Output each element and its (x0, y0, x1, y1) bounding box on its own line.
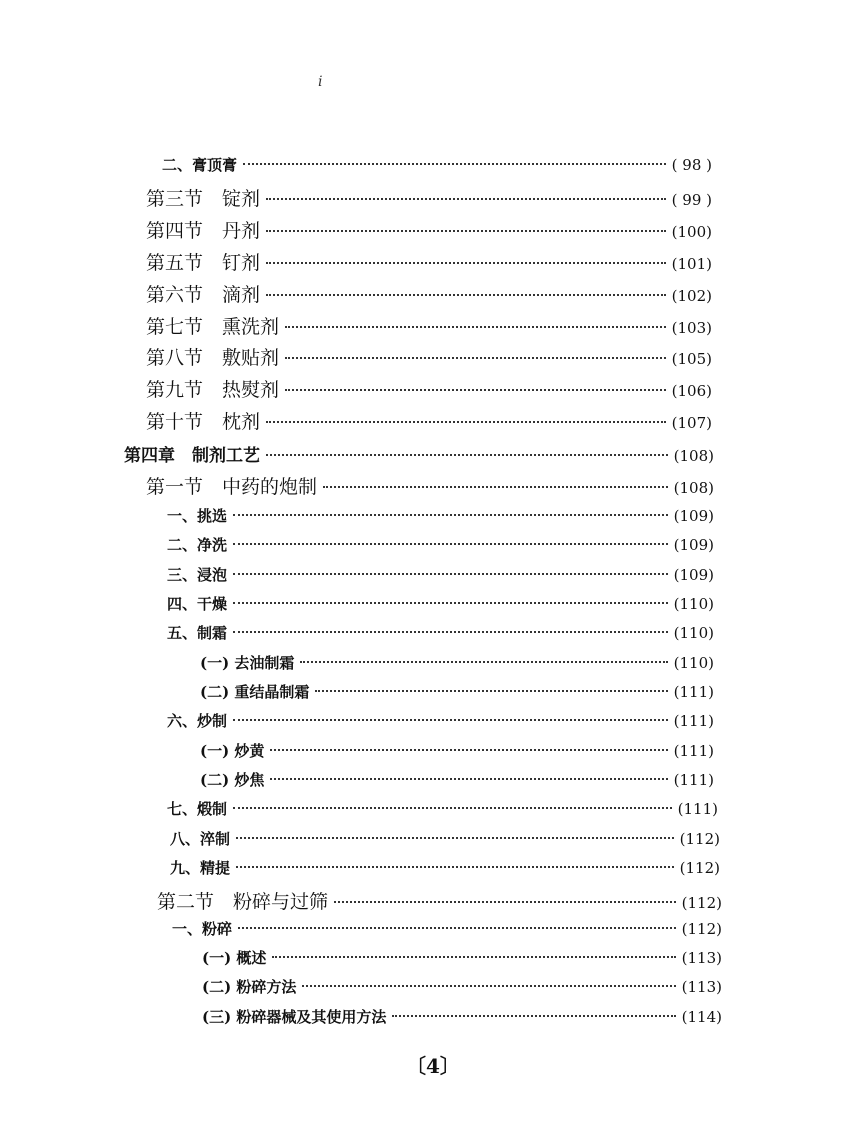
toc-entry[interactable] (200, 681, 714, 702)
toc-entry-title: 二、膏顶膏 (162, 156, 238, 174)
dot-leader (233, 602, 668, 604)
toc-entry-title: 第八节 敷贴剂 (146, 347, 280, 369)
toc-entry-page: (100) (671, 223, 712, 241)
dot-leader (302, 985, 675, 987)
dot-leader (266, 262, 666, 264)
dot-leader (323, 486, 668, 488)
dot-leader (270, 749, 667, 751)
toc-entry-page: ( 98 ) (671, 156, 712, 174)
toc-entry[interactable] (167, 564, 714, 585)
toc-entry[interactable] (146, 216, 712, 243)
toc-entry-title: 第九节 热熨剂 (146, 379, 280, 401)
toc-entry-title: (二) 炒焦 (200, 771, 265, 789)
toc-entry-title: 第五节 钉剂 (146, 252, 261, 274)
toc-entry-title: 第七节 熏洗剂 (146, 316, 280, 338)
toc-entry-page: (111) (673, 712, 714, 730)
dot-leader (285, 326, 666, 328)
toc-entry[interactable] (170, 828, 720, 849)
toc-entry[interactable] (146, 407, 712, 434)
dot-leader (236, 866, 674, 868)
dot-leader (233, 631, 668, 633)
toc-entry[interactable] (172, 918, 722, 939)
dot-leader (270, 778, 667, 780)
dot-leader (266, 421, 666, 423)
page-number: 〔4〕 (406, 1054, 460, 1078)
dot-leader (300, 661, 667, 663)
toc-entry-page: (101) (671, 255, 712, 273)
toc-entry-page: (112) (681, 894, 722, 912)
toc-entry-page: (106) (671, 382, 712, 400)
dot-leader (266, 294, 666, 296)
toc-entry[interactable] (167, 710, 714, 731)
toc-entry-page: (105) (671, 350, 712, 368)
toc-entry[interactable] (157, 887, 722, 914)
toc-entry[interactable] (146, 248, 712, 275)
dot-leader (266, 454, 668, 456)
dot-leader (272, 956, 675, 958)
toc-entry-title: 第三节 锭剂 (146, 188, 261, 210)
toc-entry-page: (111) (673, 771, 714, 789)
dot-leader (233, 543, 668, 545)
toc-entry-page: (112) (679, 859, 720, 877)
dot-leader (233, 807, 672, 809)
toc-entry-page: (113) (681, 978, 722, 996)
toc-entry-title: 九、精提 (170, 859, 231, 877)
toc-entry-page: (111) (673, 683, 714, 701)
toc-entry-page: (108) (673, 479, 714, 497)
dot-leader (233, 573, 668, 575)
toc-entry-title: 第四章 制剂工艺 (124, 446, 260, 466)
toc-entry-page: (114) (681, 1008, 722, 1026)
toc-entry-title: (一) 炒黄 (200, 742, 265, 760)
dot-leader (315, 690, 667, 692)
toc-entry-title: (一) 概述 (202, 949, 267, 967)
toc-entry-title: 第一节 中药的炮制 (146, 476, 318, 498)
toc-entry-page: ( 99 ) (671, 191, 712, 209)
toc-entry-title: 五、制霜 (167, 624, 228, 642)
toc-entry-page: (109) (673, 566, 714, 584)
dot-leader (334, 901, 676, 903)
toc-entry[interactable] (146, 343, 712, 370)
toc-entry-title: 第十节 枕剂 (146, 411, 261, 433)
toc-entry-page: (110) (673, 654, 714, 672)
dot-leader (233, 514, 668, 516)
toc-entry-title: (二) 重结晶制霜 (200, 683, 310, 701)
toc-entry[interactable] (146, 472, 714, 499)
toc-entry-title: 三、浸泡 (167, 566, 228, 584)
toc-entry-title: 一、粉碎 (172, 920, 233, 938)
toc-entry[interactable] (200, 769, 714, 790)
toc-entry-page: (111) (677, 800, 718, 818)
toc-entry-page: (108) (673, 447, 714, 465)
toc-entry-title: 二、净洗 (167, 536, 228, 554)
toc-entry-page: (111) (673, 742, 714, 760)
toc-entry-title: 第二节 粉碎与过筛 (157, 891, 329, 913)
toc-entry[interactable] (202, 976, 722, 997)
toc-entry[interactable] (202, 947, 722, 968)
toc-entry-page: (109) (673, 507, 714, 525)
toc-entry-page: (109) (673, 536, 714, 554)
toc-entry[interactable] (162, 154, 712, 175)
toc-entry[interactable] (146, 312, 712, 339)
toc-entry-title: (三) 粉碎器械及其使用方法 (202, 1008, 387, 1026)
toc-entry[interactable] (146, 375, 712, 402)
toc-entry-title: 八、淬制 (170, 830, 231, 848)
toc-entry[interactable] (167, 622, 714, 643)
toc-entry-title: (一) 去油制霜 (200, 654, 295, 672)
toc-entry[interactable] (167, 505, 714, 526)
toc-entry-title: 四、干燥 (167, 595, 228, 613)
toc-entry[interactable] (167, 534, 714, 555)
toc-entry-page: (113) (681, 949, 722, 967)
toc-entry-page: (110) (673, 595, 714, 613)
toc-entry[interactable] (167, 798, 718, 819)
toc-entry-title: 第六节 滴剂 (146, 284, 261, 306)
toc-entry-page: (112) (681, 920, 722, 938)
toc-entry[interactable] (200, 652, 714, 673)
toc-entry[interactable] (170, 857, 720, 878)
dot-leader (392, 1015, 675, 1017)
dot-leader (266, 230, 666, 232)
dot-leader (236, 837, 674, 839)
toc-entry[interactable] (167, 593, 714, 614)
dot-leader (233, 719, 668, 721)
toc-entry-title: (二) 粉碎方法 (202, 978, 297, 996)
dot-leader (285, 389, 666, 391)
toc-entry-page: (110) (673, 624, 714, 642)
toc-entry-title: 第四节 丹剂 (146, 220, 261, 242)
toc-entry-title: 七、煅制 (167, 800, 228, 818)
page-mark: i (318, 74, 323, 90)
toc-entry-page: (112) (679, 830, 720, 848)
toc-entry[interactable] (200, 740, 714, 761)
dot-leader (285, 357, 666, 359)
toc-entry[interactable] (202, 1006, 722, 1027)
toc-entry[interactable] (146, 280, 712, 307)
toc-entry-title: 六、炒制 (167, 712, 228, 730)
toc-entry-page: (107) (671, 414, 712, 432)
dot-leader (266, 198, 666, 200)
toc-entry-page: (103) (671, 319, 712, 337)
dot-leader (243, 163, 666, 165)
toc-entry[interactable] (146, 184, 712, 211)
dot-leader (238, 927, 676, 929)
toc-entry-title: 一、挑选 (167, 507, 228, 525)
toc-chapter-entry[interactable] (124, 441, 714, 466)
toc-entry-page: (102) (671, 287, 712, 305)
